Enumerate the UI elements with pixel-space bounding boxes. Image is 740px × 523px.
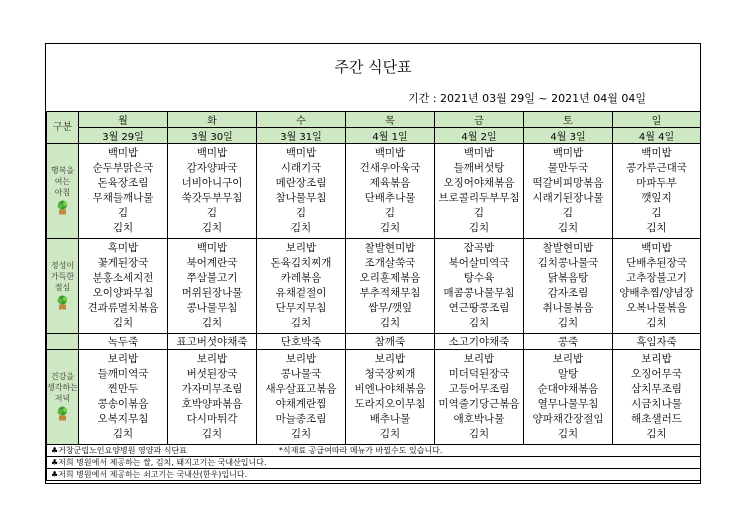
menu-item: 청국장찌개 <box>364 368 416 380</box>
menu-item: 들깨미역국 <box>97 368 149 380</box>
menu-cell <box>168 239 257 334</box>
menu-item: 단배추된장국 <box>626 257 687 269</box>
menu-item: 머위된장나물 <box>181 287 243 299</box>
menu-cell <box>524 239 613 334</box>
note-text: ♣거창군립노인요양병원 영양과 식단표 <box>51 446 187 455</box>
date-fri: 4월 2일 <box>435 128 524 144</box>
menu-item: 북어계란국 <box>186 257 238 269</box>
menu-item: 배추나물 <box>369 413 411 425</box>
period-text: 기간 : 2021년 03월 29일 ~ 2021년 04월 04일 <box>408 92 646 105</box>
menu-item: 브로콜리두부무침 <box>438 192 520 204</box>
menu-item: 보리밥 <box>552 353 584 365</box>
menu-item: 김치 <box>112 317 134 329</box>
menu-item: 김치 <box>557 428 579 440</box>
menu-cell <box>346 144 435 239</box>
menu-item: 오징어야채볶음 <box>443 177 515 189</box>
menu-item: 김치 <box>112 222 134 234</box>
note-row <box>47 457 701 469</box>
menu-item: 양파채간장절임 <box>532 413 604 425</box>
menu-item: 김치 <box>290 222 312 234</box>
menu-item: 분홍소세지전 <box>92 272 154 284</box>
menu-item: 백미밥 <box>107 147 139 159</box>
plant-icon <box>56 200 69 215</box>
meal-label-line: 건강을 <box>50 371 75 381</box>
menu-item: 보리밥 <box>641 353 672 365</box>
menu-item: 보리밥 <box>107 353 139 365</box>
menu-item: 김치 <box>290 317 312 329</box>
menu-cell <box>257 239 346 334</box>
menu-item: 건새우아욱국 <box>359 162 421 174</box>
gubun-label: 구분 <box>47 112 79 144</box>
menu-item: 김 <box>562 207 574 219</box>
menu-item: 콩가루근대국 <box>626 162 687 174</box>
meal-label-line: 정성이 <box>50 260 75 270</box>
meal-label-line: 생각하는 <box>47 382 78 392</box>
menu-item: 김치 <box>201 222 223 234</box>
menu-item: 순두부맑은국 <box>92 162 154 174</box>
porridge-cell: 콩죽 <box>524 334 613 350</box>
menu-item: 백미밥 <box>285 147 317 159</box>
meal-label-line: 여는 <box>54 176 71 186</box>
menu-item: 김 <box>117 207 129 219</box>
menu-item: 가자미무조림 <box>181 383 243 395</box>
menu-item: 보리밥 <box>285 242 317 254</box>
menu-item: 열무나물무침 <box>537 398 599 410</box>
menu-cell <box>346 350 435 445</box>
menu-cell <box>613 350 701 445</box>
menu-item: 유채겉절이 <box>275 287 327 299</box>
menu-item: 물만두국 <box>547 162 589 174</box>
day-header-row <box>47 112 701 128</box>
menu-item: 백미밥 <box>641 147 672 159</box>
date-mon: 3월 29일 <box>79 128 168 144</box>
menu-cell <box>613 239 701 334</box>
menu-cell <box>346 239 435 334</box>
date-sat: 4월 3일 <box>524 128 613 144</box>
menu-item: 조개살쑥국 <box>364 257 416 269</box>
date-header-row <box>47 128 701 144</box>
menu-item: 참나물무침 <box>275 192 327 204</box>
note-row <box>47 445 701 457</box>
menu-item: 북어살미역국 <box>448 257 510 269</box>
menu-item: 양배추찜/양념장 <box>619 287 694 299</box>
menu-item: 김 <box>384 207 396 219</box>
menu-item: 백미밥 <box>374 147 406 159</box>
date-tue: 3월 30일 <box>168 128 257 144</box>
menu-item: 시금치나물 <box>631 398 682 410</box>
meal-label <box>47 350 79 445</box>
porridge-cell: 참깨죽 <box>346 334 435 350</box>
menu-item: 새우살표고볶음 <box>265 383 337 395</box>
menu-item: 김치 <box>379 222 401 234</box>
meal-label-line: 아침 <box>54 187 71 197</box>
menu-item: 오이양파무침 <box>92 287 154 299</box>
menu-item: 고등어무조림 <box>448 383 510 395</box>
meal-label-line: 행복을 <box>50 165 75 175</box>
menu-item: 오리훈제볶음 <box>359 272 421 284</box>
menu-item: 닭볶음탕 <box>547 272 589 284</box>
menu-item: 김치 <box>379 317 401 329</box>
day-mon: 월 <box>79 112 168 128</box>
menu-cell <box>257 350 346 445</box>
date-thu: 4월 1일 <box>346 128 435 144</box>
menu-item: 보리밥 <box>196 353 228 365</box>
menu-item: 무채들깨나물 <box>92 192 154 204</box>
menu-item: 김치 <box>646 222 667 234</box>
menu-item: 탕수육 <box>463 272 495 284</box>
menu-item: 보리밥 <box>374 353 406 365</box>
menu-item: 백미밥 <box>463 147 495 159</box>
menu-item: 단무지무침 <box>275 302 327 314</box>
menu-item: 애호박나물 <box>453 413 505 425</box>
menu-cell <box>435 350 524 445</box>
menu-item: 야채계란찜 <box>275 398 327 410</box>
meal-row <box>47 350 701 445</box>
menu-item: 떡갈비피망볶음 <box>532 177 604 189</box>
menu-item: 백미밥 <box>196 242 228 254</box>
meal-row <box>47 239 701 334</box>
meal-label-line: 가득한 <box>50 271 75 281</box>
menu-table <box>46 111 701 481</box>
menu-item: 김치 <box>557 222 579 234</box>
menu-item: 찰발현미밥 <box>364 242 416 254</box>
menu-item: 김치 <box>557 317 579 329</box>
menu-item: 김치 <box>379 428 401 440</box>
menu-item: 김치 <box>468 428 490 440</box>
menu-item: 김 <box>206 207 218 219</box>
menu-cell <box>524 350 613 445</box>
menu-cell <box>168 144 257 239</box>
menu-item: 흑미밥 <box>107 242 139 254</box>
day-sat: 토 <box>524 112 613 128</box>
menu-item: 순대야채볶음 <box>537 383 599 395</box>
menu-item: 콩송이볶음 <box>97 398 149 410</box>
menu-item: 카레볶음 <box>280 272 322 284</box>
menu-item: 마늘종조림 <box>275 413 327 425</box>
menu-cell <box>257 144 346 239</box>
menu-item: 돈육장조림 <box>97 177 149 189</box>
day-fri: 금 <box>435 112 524 128</box>
title-block <box>46 44 700 113</box>
menu-item: 오복나물볶음 <box>626 302 687 314</box>
menu-item: 호박양파볶음 <box>181 398 243 410</box>
menu-item: 단배추나물 <box>364 192 416 204</box>
menu-item: 너비아니구이 <box>181 177 243 189</box>
menu-item: 매콤콩나물무침 <box>443 287 515 299</box>
menu-item: 보리밥 <box>285 353 317 365</box>
menu-item: 돈육김치찌개 <box>270 257 332 269</box>
menu-item: 콩나물국 <box>280 368 322 380</box>
menu-item: 김 <box>473 207 485 219</box>
note-cell <box>47 445 701 457</box>
menu-item: 찰발현미밥 <box>542 242 594 254</box>
page-title: 주간 식단표 <box>334 58 412 76</box>
menu-cell <box>435 239 524 334</box>
menu-item: 김치 <box>201 428 223 440</box>
menu-item: 김치 <box>646 428 667 440</box>
menu-item: 감자양파국 <box>186 162 238 174</box>
menu-item: 김치 <box>468 222 490 234</box>
porridge-cell: 녹두죽 <box>79 334 168 350</box>
menu-item: 다시마튀각 <box>186 413 238 425</box>
menu-item: 오징어무국 <box>631 368 682 380</box>
menu-item: 백미밥 <box>641 242 672 254</box>
menu-item: 삼치무조림 <box>631 383 682 395</box>
porridge-cell: 표고버섯야채죽 <box>168 334 257 350</box>
menu-item: 김치 <box>112 428 134 440</box>
note-cell: ♣저희 병원에서 제공하는 쇠고기는 국내산(한우)입니다. <box>47 469 701 481</box>
menu-item: 고추장불고기 <box>626 272 687 284</box>
menu-item: 꽃게된장국 <box>97 257 149 269</box>
meal-row <box>47 144 701 239</box>
menu-item: 비엔나야채볶음 <box>354 383 426 395</box>
menu-item: 김치 <box>201 317 223 329</box>
porridge-cell: 단호박죽 <box>257 334 346 350</box>
menu-item: 버섯된장국 <box>186 368 238 380</box>
note-text: *식재료 공급여따라 메뉴가 바뀔수도 있습니다. <box>278 446 443 455</box>
porridge-row <box>47 334 701 350</box>
menu-item: 쑥갓두부무침 <box>181 192 243 204</box>
menu-item: 오복지무침 <box>97 413 149 425</box>
menu-item: 감자조림 <box>547 287 589 299</box>
day-sun: 일 <box>613 112 701 128</box>
meal-label-line: 저녁 <box>54 393 71 403</box>
menu-item: 백미밥 <box>552 147 584 159</box>
menu-item: 찐만두 <box>107 383 139 395</box>
meal-label <box>47 144 79 239</box>
menu-item: 깻잎지 <box>641 192 672 204</box>
day-wed: 수 <box>257 112 346 128</box>
menu-item: 김치콩나물국 <box>537 257 599 269</box>
menu-item: 제육볶음 <box>369 177 411 189</box>
menu-item: 김치 <box>290 428 312 440</box>
menu-sheet <box>45 43 701 484</box>
day-thu: 목 <box>346 112 435 128</box>
menu-item: 김 <box>295 207 307 219</box>
menu-item: 부추적채무침 <box>359 287 421 299</box>
menu-item: 쭈삼불고기 <box>186 272 238 284</box>
note-row <box>47 469 701 481</box>
plant-icon <box>56 295 69 310</box>
date-sun: 4월 4일 <box>613 128 701 144</box>
menu-cell <box>79 350 168 445</box>
menu-item: 쌈무/깻잎 <box>367 302 413 314</box>
menu-item: 시래기국 <box>280 162 322 174</box>
menu-item: 취나물볶음 <box>542 302 594 314</box>
menu-cell <box>524 144 613 239</box>
porridge-cell: 소고기야채죽 <box>435 334 524 350</box>
date-wed: 3월 31일 <box>257 128 346 144</box>
menu-item: 메란장조림 <box>275 177 327 189</box>
menu-item: 알탕 <box>557 368 579 380</box>
menu-cell <box>168 350 257 445</box>
menu-item: 미역줄기당근볶음 <box>438 398 520 410</box>
menu-item: 해초샐러드 <box>631 413 682 425</box>
menu-item: 들깨버섯탕 <box>453 162 505 174</box>
plant-icon <box>56 406 69 421</box>
note-cell: ♣저희 병원에서 제공하는 쌀, 김치, 돼지고기는 국내산입니다. <box>47 457 701 469</box>
menu-cell <box>79 144 168 239</box>
menu-item: 견과류멸치볶음 <box>87 302 159 314</box>
menu-item: 미더덕된장국 <box>448 368 510 380</box>
menu-cell <box>79 239 168 334</box>
menu-item: 김치 <box>646 317 667 329</box>
menu-item: 마파두부 <box>636 177 677 189</box>
menu-item: 백미밥 <box>196 147 228 159</box>
menu-item: 김치 <box>468 317 490 329</box>
porridge-label-cell <box>47 334 79 350</box>
day-tue: 화 <box>168 112 257 128</box>
menu-item: 시래기된장나물 <box>532 192 604 204</box>
menu-item: 콩나물무침 <box>186 302 238 314</box>
menu-item: 도라지오이무침 <box>354 398 426 410</box>
meal-label-line: 점심 <box>54 282 71 292</box>
menu-cell <box>435 144 524 239</box>
menu-cell <box>613 144 701 239</box>
porridge-cell: 흑임자죽 <box>613 334 701 350</box>
menu-item: 보리밥 <box>463 353 495 365</box>
menu-item: 잡곡밥 <box>463 242 495 254</box>
meal-label <box>47 239 79 334</box>
menu-item: 연근땅콩조림 <box>448 302 510 314</box>
menu-item: 김 <box>651 207 662 219</box>
